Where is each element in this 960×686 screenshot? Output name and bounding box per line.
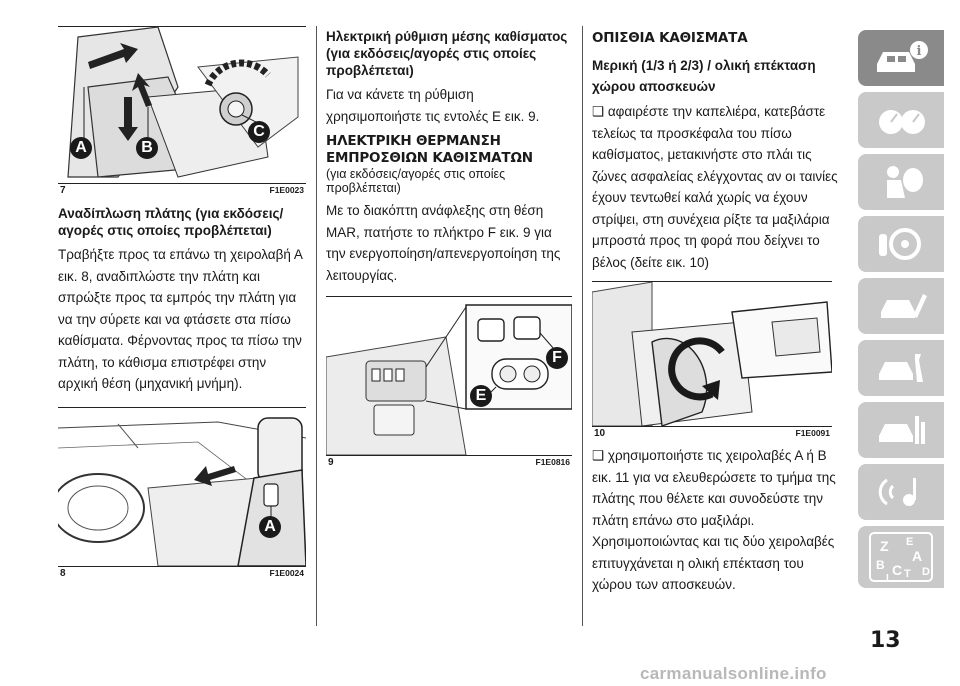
tab-car-info[interactable] — [858, 30, 944, 86]
index-letter: T — [904, 568, 911, 580]
column-2 — [326, 0, 572, 468]
column-divider — [582, 26, 583, 626]
callout-a: A — [70, 137, 92, 159]
heading-luggage-extension: Μερική (1/3 ή 2/3) / ολική επέκταση χώρου αποσκευών — [592, 58, 816, 94]
tab-technical-data[interactable] — [858, 402, 944, 458]
tab-dashboard[interactable] — [858, 92, 944, 148]
figure-7 — [58, 26, 306, 184]
watermark: carmanualsonline.info — [640, 664, 827, 683]
tab-emergency[interactable] — [858, 278, 944, 334]
center-console-illustration — [326, 297, 572, 455]
index-letter: D — [922, 566, 930, 578]
figure-9 — [326, 296, 572, 456]
maintenance-icon — [873, 348, 929, 388]
callout-e: E — [470, 385, 492, 407]
technical-data-icon — [873, 410, 929, 450]
tab-maintenance[interactable] — [858, 340, 944, 396]
figure-code: F1E0091 — [795, 428, 830, 438]
dashboard-icon — [873, 102, 929, 138]
figure-8-caption — [58, 567, 306, 579]
figure-10 — [592, 281, 832, 427]
callout-b: B — [136, 137, 158, 159]
column-divider — [316, 26, 317, 626]
chapter-sidebar — [858, 30, 944, 594]
figure-number: 9 — [328, 457, 334, 468]
lumbar-adjustment-text: Για να κάνετε τη ρύθμιση χρησιμοποιήστε τις εντολές Ε εικ. 9. — [326, 87, 540, 124]
tab-driving[interactable] — [858, 216, 944, 272]
callout-a: A — [259, 516, 281, 538]
bullet-step-2: ❑ χρησιμοποιήστε τις χειρολαβές Α ή Β εικ. 11 για να ελευθερώσετε το τμήμα της πλάτης που θέλετε και συνοδεύστε την πλάτη επάνω στο μαξιλάρι. Χρησιμοποιώντας και τις δύο χειρολαβές επιτυγχάνεται η ολική επέκταση του χώρου των αποσκευών. — [592, 445, 846, 596]
steering-wheel-icon — [873, 224, 929, 264]
figure-code: F1E0816 — [535, 457, 570, 467]
section-note: (για εκδόσεις/αγορές στις οποίες προβλέπεται) — [326, 167, 506, 195]
figure-7-caption — [58, 184, 306, 196]
figure-8 — [58, 407, 306, 567]
section-title-seat-heating: ΗΛΕΚΤΡΙΚΗ ΘΕΡΜΑΝΣΗ ΕΜΠΡΟΣΘΙΩΝ ΚΑΘΙΣΜΑΤΩΝ — [326, 133, 533, 166]
car-info-icon — [871, 38, 931, 78]
airbag-safety-icon — [873, 162, 929, 202]
index-letter: Z — [880, 538, 889, 554]
index-letter: C — [892, 562, 903, 578]
tab-index[interactable] — [858, 526, 944, 588]
figure-number: 10 — [594, 428, 606, 439]
column-1 — [58, 0, 306, 579]
svg-text:i: i — [916, 44, 922, 59]
callout-f: F — [546, 347, 568, 369]
heading-lumbar-adjustment: Ηλεκτρική ρύθμιση μέσης καθίσματος (για εκδόσεις/αγορές στις οποίες προβλέπεται) — [326, 29, 568, 78]
breakdown-icon — [873, 286, 929, 326]
column-3 — [592, 0, 846, 596]
index-icon — [866, 529, 936, 585]
figure-number: 8 — [60, 567, 66, 579]
figure-code: F1E0024 — [269, 567, 304, 578]
index-letter: E — [906, 536, 914, 548]
seat-adjust-illustration — [58, 27, 306, 183]
figure-code: F1E0023 — [269, 185, 304, 195]
multimedia-icon — [873, 472, 929, 512]
heading-backrest-folding: Αναδίπλωση πλάτης (για εκδόσεις/ αγορές στις οποίες προβλέπεται) — [58, 206, 284, 238]
bullet-step-1: ❑ αφαιρέστε την καπελιέρα, κατεβάστε τελείως τα προσκέφαλα του πίσω καθίσματος, μετακινήστε στο πλάι τις ζώνες ασφαλείας ελέγχοντας αν οι ταινίες έχουν τεντωθεί καλά χωρίς να έχουν στρίψει, στη συνέχεια ρίξτε τα μαξιλάρια μπροστά προς τη φορά που δείχνει το βέλος (δείτε εικ. 10) — [592, 101, 846, 273]
callout-c: C — [248, 121, 270, 143]
figure-number: 7 — [60, 185, 66, 196]
car-interior-illustration — [58, 408, 306, 566]
tab-multimedia[interactable] — [858, 464, 944, 520]
seat-heating-text: Με το διακόπτη ανάφλεξης στη θέση MAR, πατήστε το πλήκτρο F εικ. 9 για την ενεργοποίηση/απενεργοποίηση της λειτουργίας. — [326, 203, 561, 283]
index-letter: B — [876, 558, 885, 572]
rear-seat-fold-illustration — [592, 282, 832, 426]
section-title-rear-seats: ΟΠΙΣΘΙΑ ΚΑΘΙΣΜΑΤΑ — [592, 30, 748, 46]
index-letter: I — [886, 573, 889, 584]
figure-10-caption — [592, 427, 832, 439]
index-letter: A — [912, 548, 923, 564]
tab-safety[interactable] — [858, 154, 944, 210]
figure-9-caption — [326, 456, 572, 468]
page-number: 13 — [870, 628, 901, 653]
backrest-folding-text: Τραβήξτε προς τα επάνω τη χειρολαβή Α εικ. 8, αναδιπλώστε την πλάτη και σπρώξτε προς τα εμπρός την πλάτη για να την σύρετε και να φτάσετε στα πίσω καθίσματα. Φέρνοντας προς τα πίσω την πλάτη, το κάθισμα επιστρέφει στην αρχική θέση (μηχανική μνήμη). — [58, 247, 303, 391]
